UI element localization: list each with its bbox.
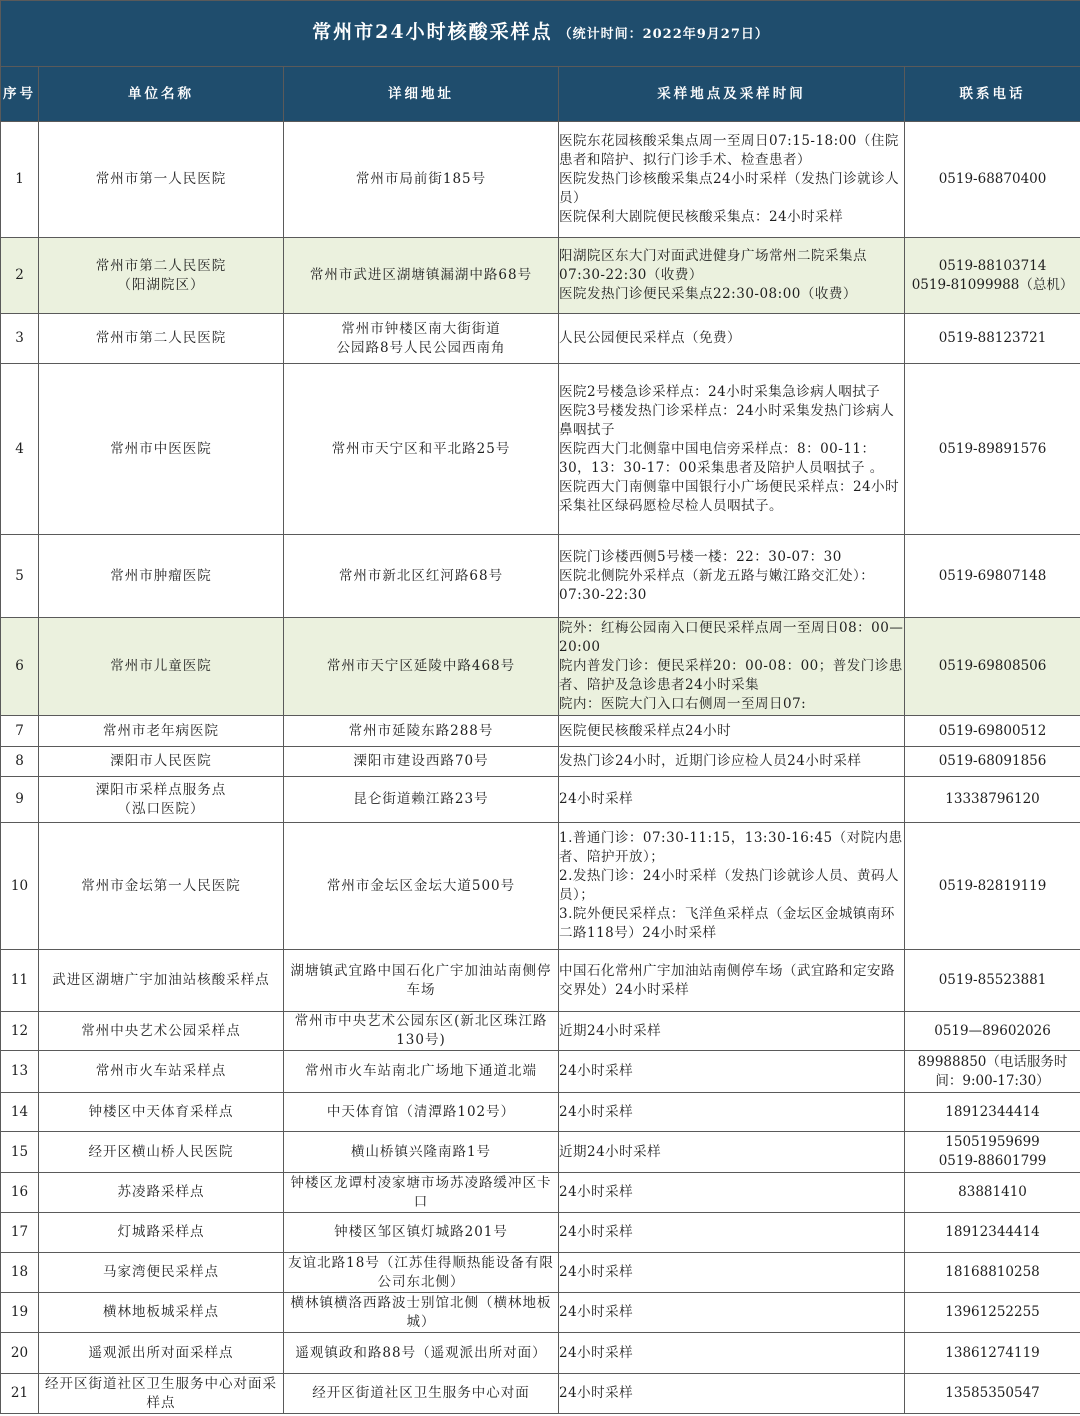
- row-number: 21: [1, 1374, 39, 1414]
- sampling-time: 发热门诊24小时，近期门诊应检人员24小时采样: [559, 747, 905, 777]
- table-row: [1, 1051, 1080, 1093]
- sampling-time: 阳湖院区东大门对面武进健身广场常州二院采集点07:30-22:30（收费） 医院发热门诊便民采集点22:30-08:00（收费）: [559, 238, 905, 314]
- phone-number: 0519-69807148: [905, 535, 1080, 618]
- header-no: 序号: [1, 67, 39, 122]
- row-number: 6: [1, 618, 39, 716]
- sampling-time: 24小时采样: [559, 1093, 905, 1132]
- sampling-time: 24小时采样: [559, 1173, 905, 1213]
- phone-number: 0519-88103714 0519-81099988（总机）: [905, 238, 1080, 314]
- address: 常州市钟楼区南大街街道 公园路8号人民公园西南角: [284, 314, 559, 364]
- phone-number: 0519-68091856: [905, 747, 1080, 777]
- unit-name: 常州市第二人民医院: [39, 314, 284, 364]
- address: 横山桥镇兴隆南路1号: [284, 1132, 559, 1173]
- row-number: 7: [1, 716, 39, 747]
- phone-number: 13585350547: [905, 1374, 1080, 1414]
- sampling-time: 24小时采样: [559, 1051, 905, 1093]
- address: 常州市天宁区延陵中路468号: [284, 618, 559, 716]
- address: 常州市火车站南北广场地下通道北端: [284, 1051, 559, 1093]
- table-row: [1, 238, 1080, 314]
- unit-name: 常州市火车站采样点: [39, 1051, 284, 1093]
- unit-name: 经开区横山桥人民医院: [39, 1132, 284, 1173]
- unit-name: 常州市中医医院: [39, 364, 284, 535]
- sampling-time: 院外：红梅公园南入口便民采样点周一至周日08：00—20:00 院内普发门诊：便民采样20：00-08：00；普发门诊患者、陪护及急诊患者24小时采集 院内：医院大门入口右侧周一至周日07:: [559, 618, 905, 716]
- address: 常州市新北区红河路68号: [284, 535, 559, 618]
- address: 湖塘镇武宜路中国石化广宇加油站南侧停车场: [284, 950, 559, 1012]
- sampling-time: 24小时采样: [559, 1253, 905, 1293]
- address: 钟楼区龙谭村凌家塘市场苏凌路缓冲区卡口: [284, 1173, 559, 1213]
- sampling-time: 1.普通门诊：07:30-11:15，13:30-16:45（对院内患者、陪护开放）； 2.发热门诊：24小时采样（发热门诊就诊人员、黄码人员）； 3.院外便民采样点：飞洋鱼采样点（金坛区金城镇南环二路118号）24小时采样: [559, 823, 905, 950]
- row-number: 20: [1, 1333, 39, 1374]
- unit-name: 经开区街道社区卫生服务中心对面采样点: [39, 1374, 284, 1414]
- address: 常州市天宁区和平北路25号: [284, 364, 559, 535]
- table-row: [1, 823, 1080, 950]
- table-row: [1, 364, 1080, 535]
- address: 中天体育馆（清潭路102号）: [284, 1093, 559, 1132]
- stat-time: （统计时间：2022年9月27日）: [558, 27, 769, 42]
- sampling-time: 24小时采样: [559, 777, 905, 823]
- unit-name: 常州市第二人民医院 （阳湖院区）: [39, 238, 284, 314]
- unit-name: 常州市金坛第一人民医院: [39, 823, 284, 950]
- header-row: [1, 67, 1080, 122]
- unit-name: 常州中央艺术公园采样点: [39, 1012, 284, 1051]
- sampling-time: 24小时采样: [559, 1333, 905, 1374]
- table-row: [1, 777, 1080, 823]
- phone-number: 15051959699 0519-88601799: [905, 1132, 1080, 1173]
- address: 常州市金坛区金坛大道500号: [284, 823, 559, 950]
- unit-name: 溧阳市人民医院: [39, 747, 284, 777]
- row-number: 17: [1, 1213, 39, 1253]
- table-row: [1, 1173, 1080, 1213]
- phone-number: 0519—89602026: [905, 1012, 1080, 1051]
- table-row: [1, 618, 1080, 716]
- phone-number: 13961252255: [905, 1293, 1080, 1333]
- address: 溧阳市建设西路70号: [284, 747, 559, 777]
- table-body: [1, 122, 1080, 1414]
- phone-number: 0519-82819119: [905, 823, 1080, 950]
- phone-number: 0519-85523881: [905, 950, 1080, 1012]
- address: 友谊北路18号（江苏佳得顺热能设备有限公司东北侧）: [284, 1253, 559, 1293]
- row-number: 4: [1, 364, 39, 535]
- row-number: 19: [1, 1293, 39, 1333]
- unit-name: 苏凌路采样点: [39, 1173, 284, 1213]
- address: 常州市武进区湖塘镇漏湖中路68号: [284, 238, 559, 314]
- address: 遥观镇政和路88号（遥观派出所对面）: [284, 1333, 559, 1374]
- sampling-time: 医院2号楼急诊采样点：24小时采集急诊病人咽拭子 医院3号楼发热门诊采样点：24小时采集发热门诊病人鼻咽拭子 医院西大门北侧靠中国电信旁采样点：8：00-11：30，13：30-17：00采集患者及陪护人员咽拭子 。 医院西大门南侧靠中国银行小广场便民采样点：24小时采集社区绿码愿检尽检人员咽拭子。: [559, 364, 905, 535]
- phone-number: 0519-88123721: [905, 314, 1080, 364]
- unit-name: 溧阳市采样点服务点 （泓口医院）: [39, 777, 284, 823]
- table-row: [1, 747, 1080, 777]
- table-row: [1, 535, 1080, 618]
- unit-name: 常州市第一人民医院: [39, 122, 284, 238]
- sampling-time: 24小时采样: [559, 1374, 905, 1414]
- sampling-time: 近期24小时采样: [559, 1012, 905, 1051]
- address: 横林镇横洛西路波士别馆北侧（横林地板城）: [284, 1293, 559, 1333]
- phone-number: 0519-89891576: [905, 364, 1080, 535]
- phone-number: 13338796120: [905, 777, 1080, 823]
- sampling-time: 医院便民核酸采样点24小时: [559, 716, 905, 747]
- address: 昆仑街道赖江路23号: [284, 777, 559, 823]
- table-row: [1, 716, 1080, 747]
- address: 常州市局前街185号: [284, 122, 559, 238]
- unit-name: 横林地板城采样点: [39, 1293, 284, 1333]
- table-row: [1, 1213, 1080, 1253]
- unit-name: 钟楼区中天体育采样点: [39, 1093, 284, 1132]
- row-number: 10: [1, 823, 39, 950]
- sampling-time: 医院门诊楼西侧5号楼一楼：22：30-07：30 医院北侧院外采样点（新龙五路与嫩江路交汇处）：07:30-22:30: [559, 535, 905, 618]
- sampling-time: 24小时采样: [559, 1293, 905, 1333]
- header-time: 采样地点及采样时间: [559, 67, 905, 122]
- phone-number: 13861274119: [905, 1333, 1080, 1374]
- phone-number: 0519-68870400: [905, 122, 1080, 238]
- sampling-time: 中国石化常州广宇加油站南侧停车场（武宜路和定安路交界处）24小时采样: [559, 950, 905, 1012]
- table-row: [1, 1293, 1080, 1333]
- table-row: [1, 314, 1080, 364]
- row-number: 9: [1, 777, 39, 823]
- title-text: 常州市24小时核酸采样点: [312, 21, 553, 43]
- phone-number: 0519-69800512: [905, 716, 1080, 747]
- unit-name: 常州市儿童医院: [39, 618, 284, 716]
- row-number: 18: [1, 1253, 39, 1293]
- address: 常州市延陵东路288号: [284, 716, 559, 747]
- phone-number: 89988850（电话服务时间：9:00-17:30）: [905, 1051, 1080, 1093]
- row-number: 15: [1, 1132, 39, 1173]
- header-name: 单位名称: [39, 67, 284, 122]
- phone-number: 0519-69808506: [905, 618, 1080, 716]
- row-number: 14: [1, 1093, 39, 1132]
- address: 钟楼区邹区镇灯城路201号: [284, 1213, 559, 1253]
- page-title: [1, 1, 1080, 67]
- table-row: [1, 122, 1080, 238]
- address: 经开区街道社区卫生服务中心对面: [284, 1374, 559, 1414]
- unit-name: 常州市肿瘤医院: [39, 535, 284, 618]
- sampling-time: 人民公园便民采样点（免费）: [559, 314, 905, 364]
- row-number: 8: [1, 747, 39, 777]
- unit-name: 遥观派出所对面采样点: [39, 1333, 284, 1374]
- phone-number: 83881410: [905, 1173, 1080, 1213]
- row-number: 3: [1, 314, 39, 364]
- address: 常州市中央艺术公园东区(新北区珠江路130号): [284, 1012, 559, 1051]
- phone-number: 18168810258: [905, 1253, 1080, 1293]
- table-row: [1, 950, 1080, 1012]
- row-number: 5: [1, 535, 39, 618]
- unit-name: 马家湾便民采样点: [39, 1253, 284, 1293]
- table-row: [1, 1093, 1080, 1132]
- table-row: [1, 1333, 1080, 1374]
- sampling-time: 24小时采样: [559, 1213, 905, 1253]
- table-row: [1, 1253, 1080, 1293]
- unit-name: 武进区湖塘广宇加油站核酸采样点: [39, 950, 284, 1012]
- table-row: [1, 1374, 1080, 1414]
- row-number: 12: [1, 1012, 39, 1051]
- row-number: 16: [1, 1173, 39, 1213]
- table-row: [1, 1132, 1080, 1173]
- row-number: 1: [1, 122, 39, 238]
- unit-name: 灯城路采样点: [39, 1213, 284, 1253]
- row-number: 11: [1, 950, 39, 1012]
- phone-number: 18912344414: [905, 1093, 1080, 1132]
- header-phone: 联系电话: [905, 67, 1080, 122]
- sampling-time: 近期24小时采样: [559, 1132, 905, 1173]
- row-number: 2: [1, 238, 39, 314]
- phone-number: 18912344414: [905, 1213, 1080, 1253]
- table-row: [1, 1012, 1080, 1051]
- unit-name: 常州市老年病医院: [39, 716, 284, 747]
- row-number: 13: [1, 1051, 39, 1093]
- sampling-time: 医院东花园核酸采集点周一至周日07:15-18:00（住院患者和陪护、拟行门诊手术、检查患者） 医院发热门诊核酸采集点24小时采样（发热门诊就诊人员） 医院保利大剧院便民核酸采集点：24小时采样: [559, 122, 905, 238]
- header-address: 详细地址: [284, 67, 559, 122]
